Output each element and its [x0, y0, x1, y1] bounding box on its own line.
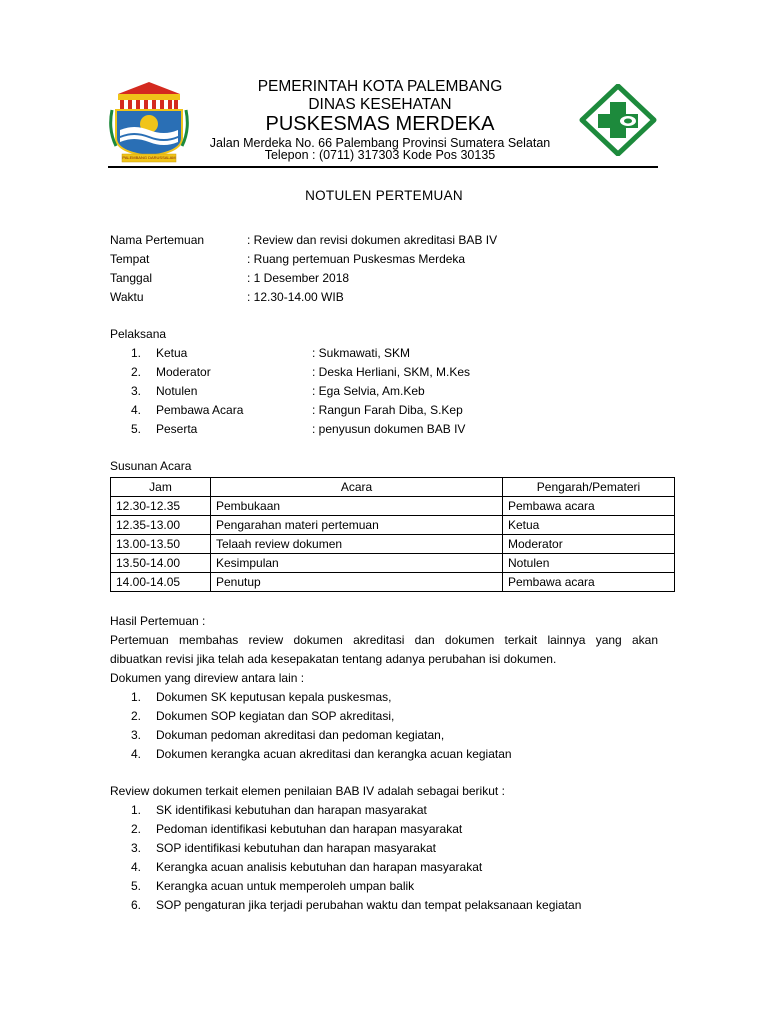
item-role: Pembawa Acara — [156, 403, 244, 417]
item-number: 2. — [131, 822, 142, 836]
document-title: NOTULEN PERTEMUAN — [305, 188, 463, 203]
item-number: 1. — [131, 346, 142, 360]
table-cell: 12.35-13.00 — [111, 516, 211, 535]
item-role: Ketua — [156, 346, 188, 360]
docs-heading: Dokumen yang direview antara lain : — [110, 671, 305, 685]
item-name: : Ega Selvia, Am.Keb — [312, 384, 425, 398]
header-divider — [108, 166, 658, 168]
table-cell: Notulen — [503, 554, 675, 573]
pelaksana-item — [110, 384, 610, 400]
item-number: 6. — [131, 898, 142, 912]
item-text: Pedoman identifikasi kebutuhan dan harapan masyarakat — [156, 822, 463, 836]
palembang-city-logo — [108, 80, 190, 164]
hasil-paragraph-line: dibuatkan revisi jika telah ada kesepakatan tentang adanya perubahan isi dokumen. — [110, 652, 557, 666]
header-institution: PUSKESMAS MERDEKA — [265, 113, 495, 135]
item-text: Kerangka acuan untuk memperoleh umpan balik — [156, 879, 415, 893]
susunan-heading: Susunan Acara — [110, 459, 192, 473]
pelaksana-item — [110, 365, 610, 381]
header-phone: Telepon : (0711) 317303 Kode Pos 30135 — [264, 148, 496, 162]
table-cell: Ketua — [503, 516, 675, 535]
puskesmas-logo — [576, 84, 660, 156]
list-item — [110, 879, 670, 895]
review-heading: Review dokumen terkait elemen penilaian BAB IV adalah sebagai berikut : — [110, 784, 505, 798]
item-text: SOP pengaturan jika terjadi perubahan waktu dan tempat pelaksanaan kegiatan — [156, 898, 582, 912]
table-cell: Pembawa acara — [503, 573, 675, 592]
item-role: Notulen — [156, 384, 198, 398]
list-item — [110, 709, 670, 725]
info-value: : 12.30-14.00 WIB — [247, 290, 344, 304]
pelaksana-item — [110, 346, 610, 362]
item-text: Kerangka acuan analisis kebutuhan dan harapan masyarakat — [156, 860, 483, 874]
table-row — [111, 535, 675, 554]
item-number: 4. — [131, 403, 142, 417]
hasil-paragraph-line: Pertemuan membahas review dokumen akreditasi dan dokumen terkait lainnya yang akan — [110, 633, 658, 647]
item-text: Dokumen SK keputusan kepala puskesmas, — [156, 690, 392, 704]
table-cell: 12.30-12.35 — [111, 497, 211, 516]
item-name: : Sukmawati, SKM — [312, 346, 411, 360]
table-row — [111, 516, 675, 535]
list-item — [110, 803, 670, 819]
column-header: Jam — [111, 478, 211, 497]
item-number: 3. — [131, 841, 142, 855]
item-number: 1. — [131, 803, 142, 817]
list-item — [110, 728, 670, 744]
item-text: Dokumen SOP kegiatan dan SOP akreditasi, — [156, 709, 395, 723]
pelaksana-item — [110, 403, 610, 419]
agenda-table — [110, 477, 675, 592]
item-text: Dokuman pedoman akreditasi dan pedoman kegiatan, — [156, 728, 445, 742]
info-value: : Review dan revisi dokumen akreditasi BAB IV — [247, 233, 498, 247]
column-header: Pengarah/Pemateri — [503, 478, 675, 497]
item-role: Moderator — [156, 365, 211, 379]
list-item — [110, 860, 670, 876]
hasil-heading: Hasil Pertemuan : — [110, 614, 206, 628]
list-item — [110, 822, 670, 838]
table-cell: Pengarahan materi pertemuan — [211, 516, 503, 535]
table-cell: Telaah review dokumen — [211, 535, 503, 554]
item-number: 4. — [131, 747, 142, 761]
item-number: 3. — [131, 384, 142, 398]
info-label: Tanggal — [110, 271, 153, 285]
table-cell: Pembukaan — [211, 497, 503, 516]
table-cell: 13.50-14.00 — [111, 554, 211, 573]
list-item — [110, 747, 670, 763]
list-item — [110, 690, 670, 706]
header-department: DINAS KESEHATAN — [308, 96, 452, 113]
table-cell: 13.00-13.50 — [111, 535, 211, 554]
list-item — [110, 898, 670, 914]
info-value: : 1 Desember 2018 — [247, 271, 350, 285]
pelaksana-heading: Pelaksana — [110, 327, 167, 341]
table-row — [111, 497, 675, 516]
info-label: Tempat — [110, 252, 150, 266]
item-name: : penyusun dokumen BAB IV — [312, 422, 466, 436]
pelaksana-item — [110, 422, 610, 438]
item-text: SK identifikasi kebutuhan dan harapan masyarakat — [156, 803, 427, 817]
info-label: Nama Pertemuan — [110, 233, 205, 247]
list-item — [110, 841, 670, 857]
info-label: Waktu — [110, 290, 144, 304]
column-header: Acara — [211, 478, 503, 497]
table-cell: Moderator — [503, 535, 675, 554]
item-text: SOP identifikasi kebutuhan dan harapan masyarakat — [156, 841, 436, 855]
item-number: 2. — [131, 365, 142, 379]
item-number: 1. — [131, 690, 142, 704]
table-cell: Kesimpulan — [211, 554, 503, 573]
item-number: 2. — [131, 709, 142, 723]
item-name: : Deska Herliani, SKM, M.Kes — [312, 365, 471, 379]
item-name: : Rangun Farah Diba, S.Kep — [312, 403, 463, 417]
item-number: 4. — [131, 860, 142, 874]
table-row — [111, 554, 675, 573]
item-number: 3. — [131, 728, 142, 742]
header-address: Jalan Merdeka No. 66 Palembang Provinsi Sumatera Selatan — [209, 136, 551, 150]
item-number: 5. — [131, 422, 142, 436]
table-cell: Penutup — [211, 573, 503, 592]
info-value: : Ruang pertemuan Puskesmas Merdeka — [247, 252, 466, 266]
item-text: Dokumen kerangka acuan akreditasi dan kerangka acuan kegiatan — [156, 747, 512, 761]
item-role: Peserta — [156, 422, 198, 436]
header-government: PEMERINTAH KOTA PALEMBANG — [257, 78, 503, 95]
table-header-row — [111, 478, 675, 497]
table-cell: Pembawa acara — [503, 497, 675, 516]
item-number: 5. — [131, 879, 142, 893]
table-cell: 14.00-14.05 — [111, 573, 211, 592]
logo-ribbon-text: PALEMBANG DARUSSALAM — [122, 155, 176, 160]
table-row — [111, 573, 675, 592]
